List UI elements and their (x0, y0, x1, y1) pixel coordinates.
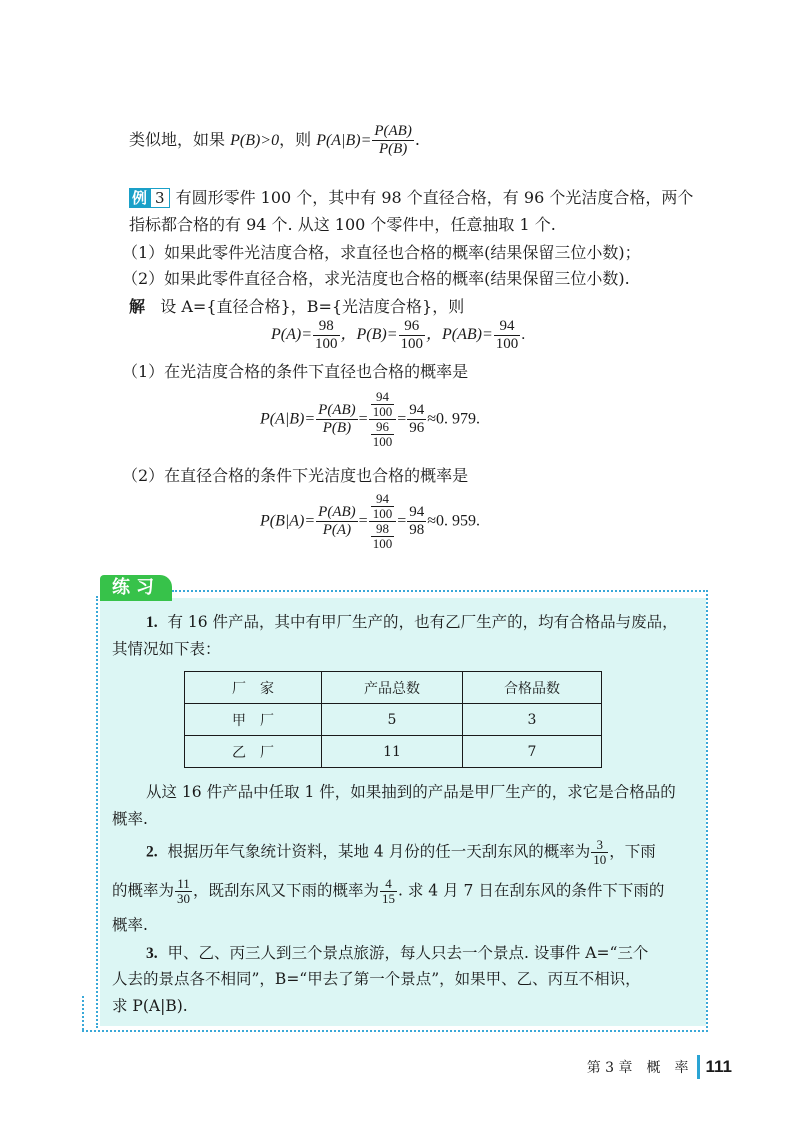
eq3-equals-2: = (397, 512, 407, 530)
example-label: 例 (129, 188, 150, 208)
table-header-qualified: 合格品数 (463, 672, 602, 704)
eq3-n1: 94 (371, 492, 395, 507)
example-question-2: （2）如果此零件直径合格，求光洁度也合格的概率(结果保留三位小数). (122, 269, 630, 288)
e2-f2-den: 30 (177, 891, 191, 906)
eq2-d1: 100 (372, 404, 393, 419)
exercise-1-line-4: 概率. (112, 810, 148, 828)
eq3-result: ≈0. 959. (427, 512, 480, 530)
eq3-d1: 100 (372, 506, 393, 521)
panel-border-left (96, 596, 98, 1028)
equation-3 (260, 492, 480, 551)
eq2-d2: 100 (372, 434, 393, 449)
exercise-2-line-3: 概率. (112, 916, 148, 934)
solution-line (129, 296, 464, 318)
intro-line (129, 123, 420, 158)
panel-border-leftout (82, 996, 84, 1030)
eq1-pa-den: 100 (315, 336, 338, 352)
eq1-pab-fraction (494, 318, 521, 353)
exercise-2-text-2c: . 求 4 月 7 日在刮东风的条件下下雨的 (398, 881, 665, 900)
eq1-end: . (521, 326, 526, 344)
eq3-num: P(AB) (318, 504, 356, 520)
exercise-1-line-2: 其情况如下表： (112, 640, 221, 658)
eq2-n1: 94 (371, 390, 395, 405)
eq3-inner-fraction-2 (371, 522, 395, 551)
solution-text: 设 A={直径合格}，B={光洁度合格}，则 (160, 297, 465, 316)
eq2-n2: 96 (371, 420, 395, 435)
chapter-label: 第 3 章 概 率 (586, 1060, 689, 1076)
panel-border-bottom (82, 1030, 708, 1032)
table-row (185, 736, 602, 768)
solution-label: 解 (129, 297, 146, 316)
table-header-factory: 厂 家 (185, 672, 322, 704)
table-cell-factory: 乙 厂 (185, 736, 322, 768)
e2-f2-num: 11 (175, 877, 192, 892)
e2-f1-num: 3 (591, 838, 608, 853)
table-cell-total: 11 (322, 736, 463, 768)
eq1-pab-num: 94 (494, 318, 521, 336)
eq2-simple-fraction (407, 402, 426, 437)
exercise-1-line-1 (146, 611, 678, 634)
example-line-2: 指标都合格的有 94 个. 从这 100 个零件中，任意抽取 1 个. (129, 215, 556, 234)
intro-lhs: P(A|B)= (316, 132, 372, 149)
equation-2 (260, 390, 480, 449)
intro-end: . (414, 130, 420, 149)
eq2-complex-fraction (369, 390, 397, 449)
exercise-3-text-1: 甲、乙、丙三人到三个景点旅游，每人只去一个景点. 设事件 A=“三个 (167, 944, 649, 962)
panel-border-top (172, 590, 708, 592)
exercise-3-line-2: 人去的景点各不相同”，B=“甲去了第一个景点”，如果甲、乙、丙互不相识， (112, 970, 641, 988)
practice-tag: 练习 (100, 575, 172, 601)
eq3-lhs: P(B|A)= (260, 512, 316, 530)
intro-then: ，则 (279, 130, 317, 149)
table-cell-qualified: 7 (463, 736, 602, 768)
panel-border-right (706, 590, 708, 1028)
eq1-pa-fraction (313, 318, 340, 353)
eq3-den: P(A) (322, 522, 352, 538)
eq2-result: ≈0. 979. (427, 410, 480, 428)
eq2-den: P(B) (322, 420, 352, 436)
intro-fraction (372, 123, 413, 158)
eq1-pb-fraction (399, 318, 426, 353)
table-cell-qualified: 3 (463, 704, 602, 736)
example-number: 3 (150, 188, 170, 208)
page-footer (587, 1055, 732, 1079)
eq1-pab-den: 100 (495, 336, 519, 352)
footer-divider (697, 1055, 700, 1079)
exercise-2-number: 2. (146, 843, 158, 861)
solution-step-1: （1）在光洁度合格的条件下直径也合格的概率是 (122, 362, 469, 381)
eq3-n2: 98 (371, 522, 395, 537)
example-question-1: （1）如果此零件光洁度合格，求直径也合格的概率(结果保留三位小数)； (122, 243, 641, 262)
example-line-1 (129, 187, 693, 209)
exercise-2-text-1b: ，下雨 (609, 842, 656, 861)
example-text-1: 有圆形零件 100 个，其中有 98 个直径合格，有 96 个光洁度合格，两个 (175, 188, 694, 207)
exercise-2-fraction-1 (591, 838, 608, 867)
exercise-2-text-2a: 的概率为 (112, 881, 175, 900)
factory-table (184, 671, 602, 768)
eq2-main-fraction (316, 402, 357, 437)
eq2-f-den: 96 (409, 420, 425, 436)
eq2-complex-den (369, 420, 397, 449)
e2-f3-num: 4 (380, 877, 397, 892)
exercise-2-fraction-3 (380, 877, 397, 906)
eq1-pa: P(A)= (271, 326, 312, 344)
solution-step-2: （2）在直径合格的条件下光洁度也合格的概率是 (122, 466, 469, 485)
exercise-2-line-1 (146, 838, 656, 867)
eq3-main-fraction (316, 504, 357, 539)
eq3-f-den: 98 (409, 522, 425, 538)
intro-text: 类似地，如果 (129, 130, 231, 149)
eq2-lhs: P(A|B)= (260, 410, 316, 428)
eq1-pb-den: 100 (400, 336, 424, 352)
eq2-num: P(AB) (318, 402, 356, 418)
eq2-equals-2: = (397, 410, 407, 428)
eq1-pab: ，P(AB)= (426, 326, 493, 344)
equation-1 (271, 318, 525, 353)
page-number: 111 (705, 1057, 732, 1076)
eq1-pb: ，P(B)= (340, 326, 398, 344)
eq2-f-num: 94 (409, 402, 425, 418)
exercise-2-text-2b: ，既刮东风又下雨的概率为 (193, 881, 380, 900)
eq2-inner-fraction-1 (371, 390, 395, 419)
table-cell-total: 5 (322, 704, 463, 736)
eq2-equals-1: = (358, 410, 368, 428)
e2-f1-den: 10 (593, 852, 607, 867)
eq1-pb-num: 96 (399, 318, 426, 336)
eq3-simple-fraction (407, 504, 426, 539)
table-header-total: 产品总数 (322, 672, 463, 704)
eq3-complex-fraction (369, 492, 397, 551)
eq3-f-num: 94 (409, 504, 425, 520)
exercise-1-line-3: 从这 16 件产品中任取 1 件，如果抽到的产品是甲厂生产的，求它是合格品的 (146, 783, 676, 801)
table-cell-factory: 甲 厂 (185, 704, 322, 736)
exercise-3-line-3: 求 P(A|B). (112, 997, 188, 1015)
eq2-inner-fraction-2 (371, 420, 395, 449)
e2-f3-den: 15 (382, 891, 396, 906)
intro-denominator: P(B) (378, 141, 408, 157)
exercise-1-number: 1. (146, 614, 158, 631)
table-row (185, 704, 602, 736)
exercise-2-line-2 (112, 877, 664, 906)
exercise-1-text-1: 有 16 件产品，其中有甲厂生产的，也有乙厂生产的，均有合格品与废品， (167, 613, 678, 631)
eq1-pa-num: 98 (313, 318, 340, 336)
intro-numerator: P(AB) (374, 123, 412, 139)
exercise-3-number: 3. (146, 945, 158, 962)
eq3-complex-den (369, 522, 397, 551)
intro-condition: P(B)>0 (230, 132, 280, 149)
table-header-row (185, 672, 602, 704)
eq3-complex-num (369, 492, 397, 522)
exercise-2-fraction-2 (175, 877, 192, 906)
exercise-3-line-1 (146, 942, 648, 965)
eq3-d2: 100 (372, 536, 393, 551)
exercise-2-text-1: 根据历年气象统计资料，某地 4 月份的任一天刮东风的概率为 (167, 842, 591, 861)
eq3-inner-fraction-1 (371, 492, 395, 521)
eq3-equals-1: = (358, 512, 368, 530)
eq2-complex-num (369, 390, 397, 420)
